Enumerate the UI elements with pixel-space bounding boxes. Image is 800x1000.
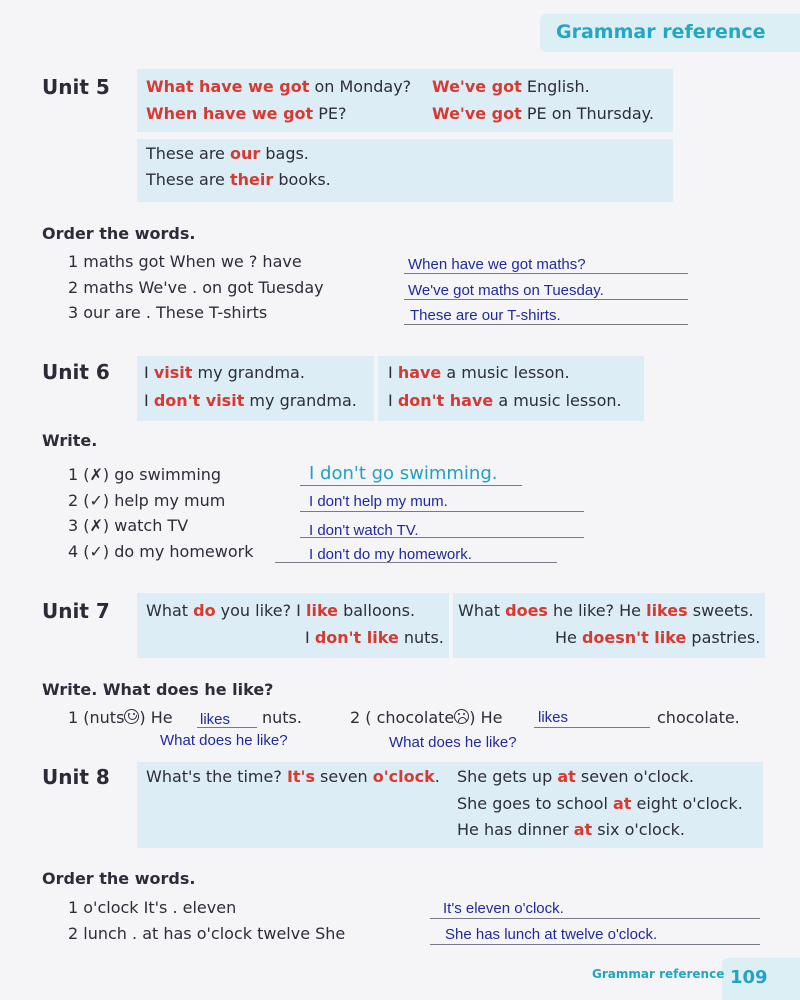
unit5-s2: These are their books. [146, 170, 331, 189]
unit5-a2: We've got PE on Thursday. [432, 104, 654, 123]
ex4-answer-1[interactable]: It's eleven o'clock. [443, 900, 564, 917]
unit7-r1: What does he like? He likes sweets. [458, 601, 754, 620]
ex1-answer-2[interactable]: We've got maths on Tuesday. [408, 282, 604, 299]
ex2-answer-4[interactable]: I don't do my homework. [309, 546, 472, 563]
ex3-line-2 [534, 727, 650, 728]
ex2-item-2: 2 (✓) help my mum [68, 491, 226, 510]
sad-face-icon [454, 709, 469, 724]
ex4-answer-2[interactable]: She has lunch at twelve o'clock. [445, 926, 658, 943]
page-number: 109 [730, 967, 768, 988]
ex3-heading: Write. What does he like? [42, 680, 274, 699]
unit6-label: Unit 6 [42, 360, 110, 384]
ex3-item-1-end: nuts. [262, 708, 302, 727]
unit7-label: Unit 7 [42, 599, 110, 623]
unit8-l1: What's the time? It's seven o'clock. [146, 767, 440, 786]
ex4-heading: Order the words. [42, 869, 196, 888]
ex2-answer-2[interactable]: I don't help my mum. [309, 493, 448, 510]
footer-section: Grammar reference [592, 967, 725, 981]
ex1-answer-1[interactable]: When have we got maths? [408, 256, 586, 273]
unit5-a1: We've got English. [432, 77, 590, 96]
unit5-label: Unit 5 [42, 75, 110, 99]
ex3-answer-1[interactable]: likes [200, 711, 231, 728]
unit5-q2: When have we got PE? [146, 104, 347, 123]
ex3-item-2-end: chocolate. [657, 708, 740, 727]
ex1-item-3: 3 our are . These T-shirts [68, 303, 268, 322]
ex1-item-2: 2 maths We've . on got Tuesday [68, 278, 324, 297]
ex1-item-1: 1 maths got When we ? have [68, 252, 302, 271]
unit5-q1: What have we got on Monday? [146, 77, 412, 96]
ex1-line-3 [404, 324, 688, 325]
ex4-item-1: 1 o'clock It's . eleven [68, 898, 237, 917]
unit6-l2: I don't visit my grandma. [144, 391, 357, 410]
ex3-item-1: 1 (nuts ) He [68, 708, 173, 727]
ex4-line-2 [430, 944, 760, 945]
ex3-item-2: 2 ( chocolate ) He [350, 708, 503, 727]
ex4-item-2: 2 lunch . at has o'clock twelve She [68, 924, 346, 943]
unit6-r1: I have a music lesson. [388, 363, 570, 382]
ex2-item-4: 4 (✓) do my homework [68, 542, 254, 561]
ex2-item-1: 1 (✗) go swimming [68, 465, 222, 484]
unit8-r2: She goes to school at eight o'clock. [457, 794, 743, 813]
ex2-example-answer: I don't go swimming. [309, 463, 498, 484]
ex2-line-3 [300, 537, 584, 538]
ex2-item-3: 3 (✗) watch TV [68, 516, 189, 535]
ex3-question-1[interactable]: What does he like? [160, 732, 288, 749]
ex2-answer-3[interactable]: I don't watch TV. [309, 522, 419, 539]
unit8-label: Unit 8 [42, 765, 110, 789]
ex3-question-2[interactable]: What does he like? [389, 734, 517, 751]
ex1-heading: Order the words. [42, 224, 196, 243]
ex1-line-1 [404, 273, 688, 274]
ex1-line-2 [404, 299, 688, 300]
unit5-s1: These are our bags. [146, 144, 309, 163]
ex2-line-4 [275, 562, 557, 563]
ex2-line-2 [300, 511, 584, 512]
unit8-r1: She gets up at seven o'clock. [457, 767, 694, 786]
unit6-r2: I don't have a music lesson. [388, 391, 622, 410]
unit6-l1: I visit my grandma. [144, 363, 305, 382]
section-tab-title: Grammar reference [556, 21, 766, 43]
section-tab [540, 14, 800, 52]
ex2-line-1 [300, 485, 522, 486]
unit7-r2: He doesn't like pastries. [555, 628, 761, 647]
ex3-answer-2[interactable]: likes [538, 709, 569, 726]
unit8-r3: He has dinner at six o'clock. [457, 820, 685, 839]
ex2-heading: Write. [42, 431, 98, 450]
ex3-line-1 [197, 727, 257, 728]
unit7-l1: What do you like? I like balloons. [146, 601, 416, 620]
ex1-answer-3[interactable]: These are our T-shirts. [410, 307, 561, 324]
unit7-l2: I don't like nuts. [305, 628, 444, 647]
ex4-line-1 [430, 918, 760, 919]
happy-face-icon [124, 709, 139, 724]
